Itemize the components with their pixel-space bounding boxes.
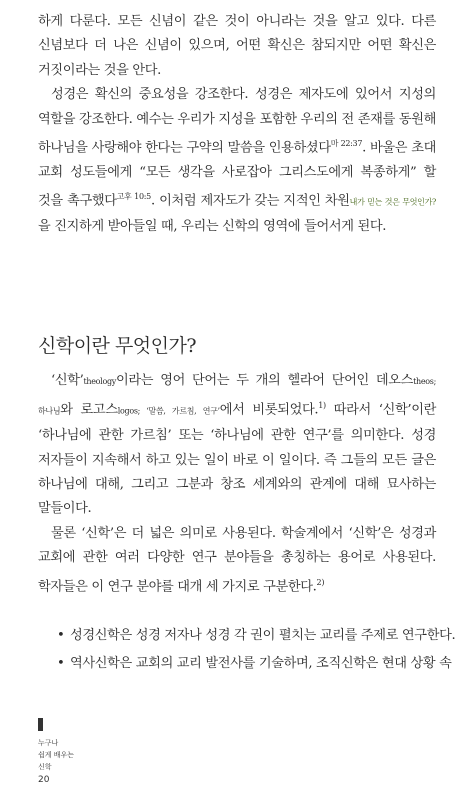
book-title-line-3: 신학	[38, 763, 52, 771]
para2-text-a: 성경은 확신의 중요성을 강조한다. 성경은 제자도에 있어서 지성의 역할을 강조한다. 예수는 우리가 지성을 포함한 우리의 전 존재를 동원해 하나님을 사랑해야 한다는 구약의 말씀을 인용하셨다	[38, 87, 436, 156]
section-heading: 신학이란 무엇인가?	[38, 335, 197, 357]
term-theology: theology	[83, 377, 117, 386]
footnote-2: 2)	[316, 577, 325, 587]
term-theos: theos; 하나님	[38, 377, 436, 416]
scripture-ref-matthew: 마 22:37	[330, 139, 363, 149]
scripture-ref-corinthians: 고후 10:5	[116, 192, 151, 202]
paragraph-discipleship	[38, 83, 436, 239]
intellectual-dimension-note: 내가 믿는 것은 무엇인가?	[349, 197, 436, 207]
body-section-theology	[38, 369, 436, 599]
para3-text-a: ‘신학’	[51, 373, 84, 388]
book-title-line-1: 누구나	[38, 739, 59, 747]
para3-text-b: 이라는 영어 단어는 두 개의 헬라어 단어인 데오스	[116, 373, 414, 388]
list-item: • 성경신학은 성경 저자나 성경 각 권이 펼치는 교리를 주제로 연구한다.	[70, 622, 440, 650]
para4-text-a: 물론 ‘신학’은 더 넓은 의미로 사용된다. 학술계에서 ‘신학’은 성경과 교회에 관한 여러 다양한 연구 분야들을 총칭하는 용어로 사용된다. 학자들은 이 연구 분야를 대개 세 가지로 구분한다.	[38, 525, 436, 595]
paragraph-continuation: 하게 다룬다. 모든 신념이 같은 것이 아니라는 것을 알고 있다. 다른 신념보다 더 나은 신념이 있으며, 어떤 확신은 참되지만 어떤 확신은 거짓이라는 것을 안다.	[38, 14, 436, 78]
body-section-top	[38, 10, 436, 239]
para3-text-c: 와 로고스	[60, 402, 118, 418]
footer-marker	[38, 718, 43, 731]
paragraph-academic	[38, 522, 436, 600]
para2-text-c: . 이처럼 제자도가 갖는 지적인 차원	[150, 193, 350, 209]
page-footer	[38, 718, 74, 787]
para2-text-b: . 바울은 초대 교회 성도들에게 “모든 생각을 사로잡아 그리스도에게 복종하게” 할 것을 촉구했다	[38, 140, 436, 209]
para3-text-d: 에서 비롯되었다.	[219, 402, 319, 418]
para2-text-d: 을 진지하게 받아들일 때, 우리는 신학의 영역에 들어서게 된다.	[38, 219, 387, 235]
list-item: • 역사신학은 교회의 교리 발전사를 기술하며, 조직신학은 현대 상황 속	[70, 650, 440, 678]
footnote-1: 1)	[318, 401, 326, 411]
page-number: 20	[38, 775, 50, 785]
bullet-list	[70, 622, 456, 678]
term-logos: logos; ‘말씀, 가르침, 연구’	[117, 406, 220, 416]
para3-text-e: 따라서 ‘신학’이란 ‘하나님에 관한 가르침’ 또는 ‘하나님에 관한 연구’를 의미한다. 성경 저자들이 지속해서 하고 있는 일이 바로 이 일이다. 즉 그들의 모든 글은 하나님에 대해, 그리고 그분과 창조 세계와의 관계에 대해 묘사하는 말들이다.	[38, 402, 436, 517]
book-title-line-2: 쉽게 배우는	[38, 751, 75, 759]
paragraph-etymology	[38, 369, 436, 522]
